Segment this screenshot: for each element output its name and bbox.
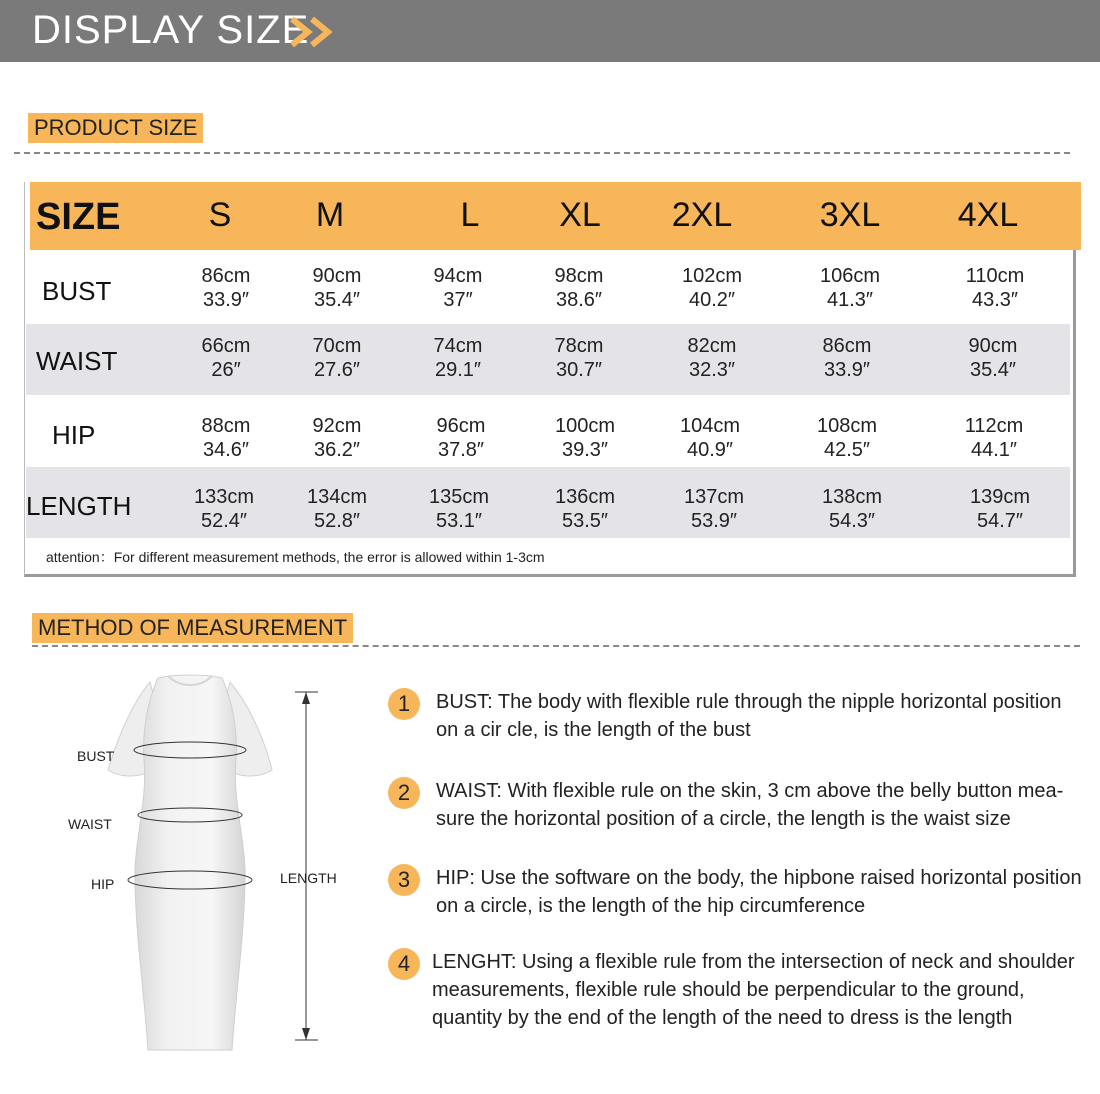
divider [14, 152, 1070, 154]
table-cell: 138cm 54.3″ [821, 486, 883, 532]
table-cell: 98cm 38.6″ [554, 265, 604, 311]
size-column-label: SIZE [36, 196, 121, 238]
table-cell: 112cm 44.1″ [964, 415, 1024, 461]
table-cell: 139cm 54.7″ [969, 486, 1031, 532]
table-cell: 70cm 27.6″ [312, 335, 362, 381]
size-m: M [315, 196, 345, 234]
divider [32, 645, 1080, 647]
diagram-hip-label: HIP [91, 876, 115, 892]
dress-diagram [40, 660, 360, 1060]
table-cell: 74cm 29.1″ [433, 335, 483, 381]
instruction-text: BUST: The body with flexible rule through the nipple horizontal position on a cir cle, is the length of the bust [436, 691, 1062, 741]
table-row-waist [26, 324, 1070, 395]
table-cell: 134cm 52.8″ [306, 486, 368, 532]
banner-title: DISPLAY SIZE [32, 8, 310, 52]
table-cell: 86cm 33.9″ [822, 335, 872, 381]
table-cell: 100cm 39.3″ [554, 415, 616, 461]
table-cell: 86cm 33.9″ [201, 265, 251, 311]
row-label: HIP [52, 420, 96, 450]
table-cell: 102cm 40.2″ [681, 265, 743, 311]
table-cell: 82cm 32.3″ [687, 335, 737, 381]
display-size-banner [0, 0, 1100, 62]
table-cell: 66cm 26″ [201, 335, 251, 381]
diagram-length-label: LENGTH [280, 870, 337, 886]
size-xl: XL [559, 196, 601, 234]
row-label: LENGTH [26, 491, 132, 521]
table-row-length [26, 467, 1070, 538]
diagram-bust-label: BUST [77, 748, 115, 764]
table-cell: 136cm 53.5″ [554, 486, 616, 532]
double-chevron-right-icon [288, 16, 338, 48]
attention-note: attention：For different measurement methods, the error is allowed within 1-3cm [46, 549, 545, 565]
table-cell: 90cm 35.4″ [312, 265, 362, 311]
instruction-text: WAIST: With flexible rule on the skin, 3 cm above the belly button mea- sure the horizontal position of a circle, the length is the waist size [436, 780, 1064, 830]
table-cell: 133cm 52.4″ [193, 486, 255, 532]
table-cell: 104cm 40.9″ [679, 415, 741, 461]
table-cell: 92cm 36.2″ [312, 415, 362, 461]
table-cell: 94cm 37″ [433, 265, 483, 311]
row-label: BUST [42, 276, 112, 306]
size-s: S [208, 196, 232, 234]
step-number-badge: 4 [388, 948, 420, 980]
table-row-bust [26, 254, 1070, 325]
step-number-badge: 3 [388, 864, 420, 896]
size-header-row [30, 182, 1081, 250]
instruction-text: HIP: Use the software on the body, the hipbone raised horizontal position on a circle, is the length of the hip circumference [436, 867, 1082, 917]
step-number-badge: 1 [388, 688, 420, 720]
table-cell: 108cm 42.5″ [816, 415, 878, 461]
method-label: METHOD OF MEASUREMENT [32, 613, 353, 643]
table-cell: 106cm 41.3″ [819, 265, 881, 311]
table-cell: 135cm 53.1″ [428, 486, 490, 532]
table-cell: 90cm 35.4″ [968, 335, 1018, 381]
size-2xl: 2XL [671, 196, 733, 234]
diagram-waist-label: WAIST [68, 816, 112, 832]
instruction-text: LENGHT: Using a flexible rule from the intersection of neck and shoulder measurements, flexible rule should be perpendicular to the ground, quantity by the end of the length of the need to dress is the length [432, 951, 1075, 1029]
step-number-badge: 2 [388, 777, 420, 809]
size-l: L [460, 196, 480, 234]
table-cell: 96cm 37.8″ [436, 415, 486, 461]
row-label: WAIST [36, 346, 118, 376]
table-cell: 78cm 30.7″ [554, 335, 604, 381]
size-4xl: 4XL [957, 196, 1019, 234]
table-row-hip [26, 396, 1070, 467]
table-cell: 88cm 34.6″ [201, 415, 251, 461]
table-cell: 110cm 43.3″ [965, 265, 1025, 311]
table-cell: 137cm 53.9″ [683, 486, 745, 532]
product-size-label: PRODUCT SIZE [28, 113, 203, 143]
size-3xl: 3XL [819, 196, 881, 234]
